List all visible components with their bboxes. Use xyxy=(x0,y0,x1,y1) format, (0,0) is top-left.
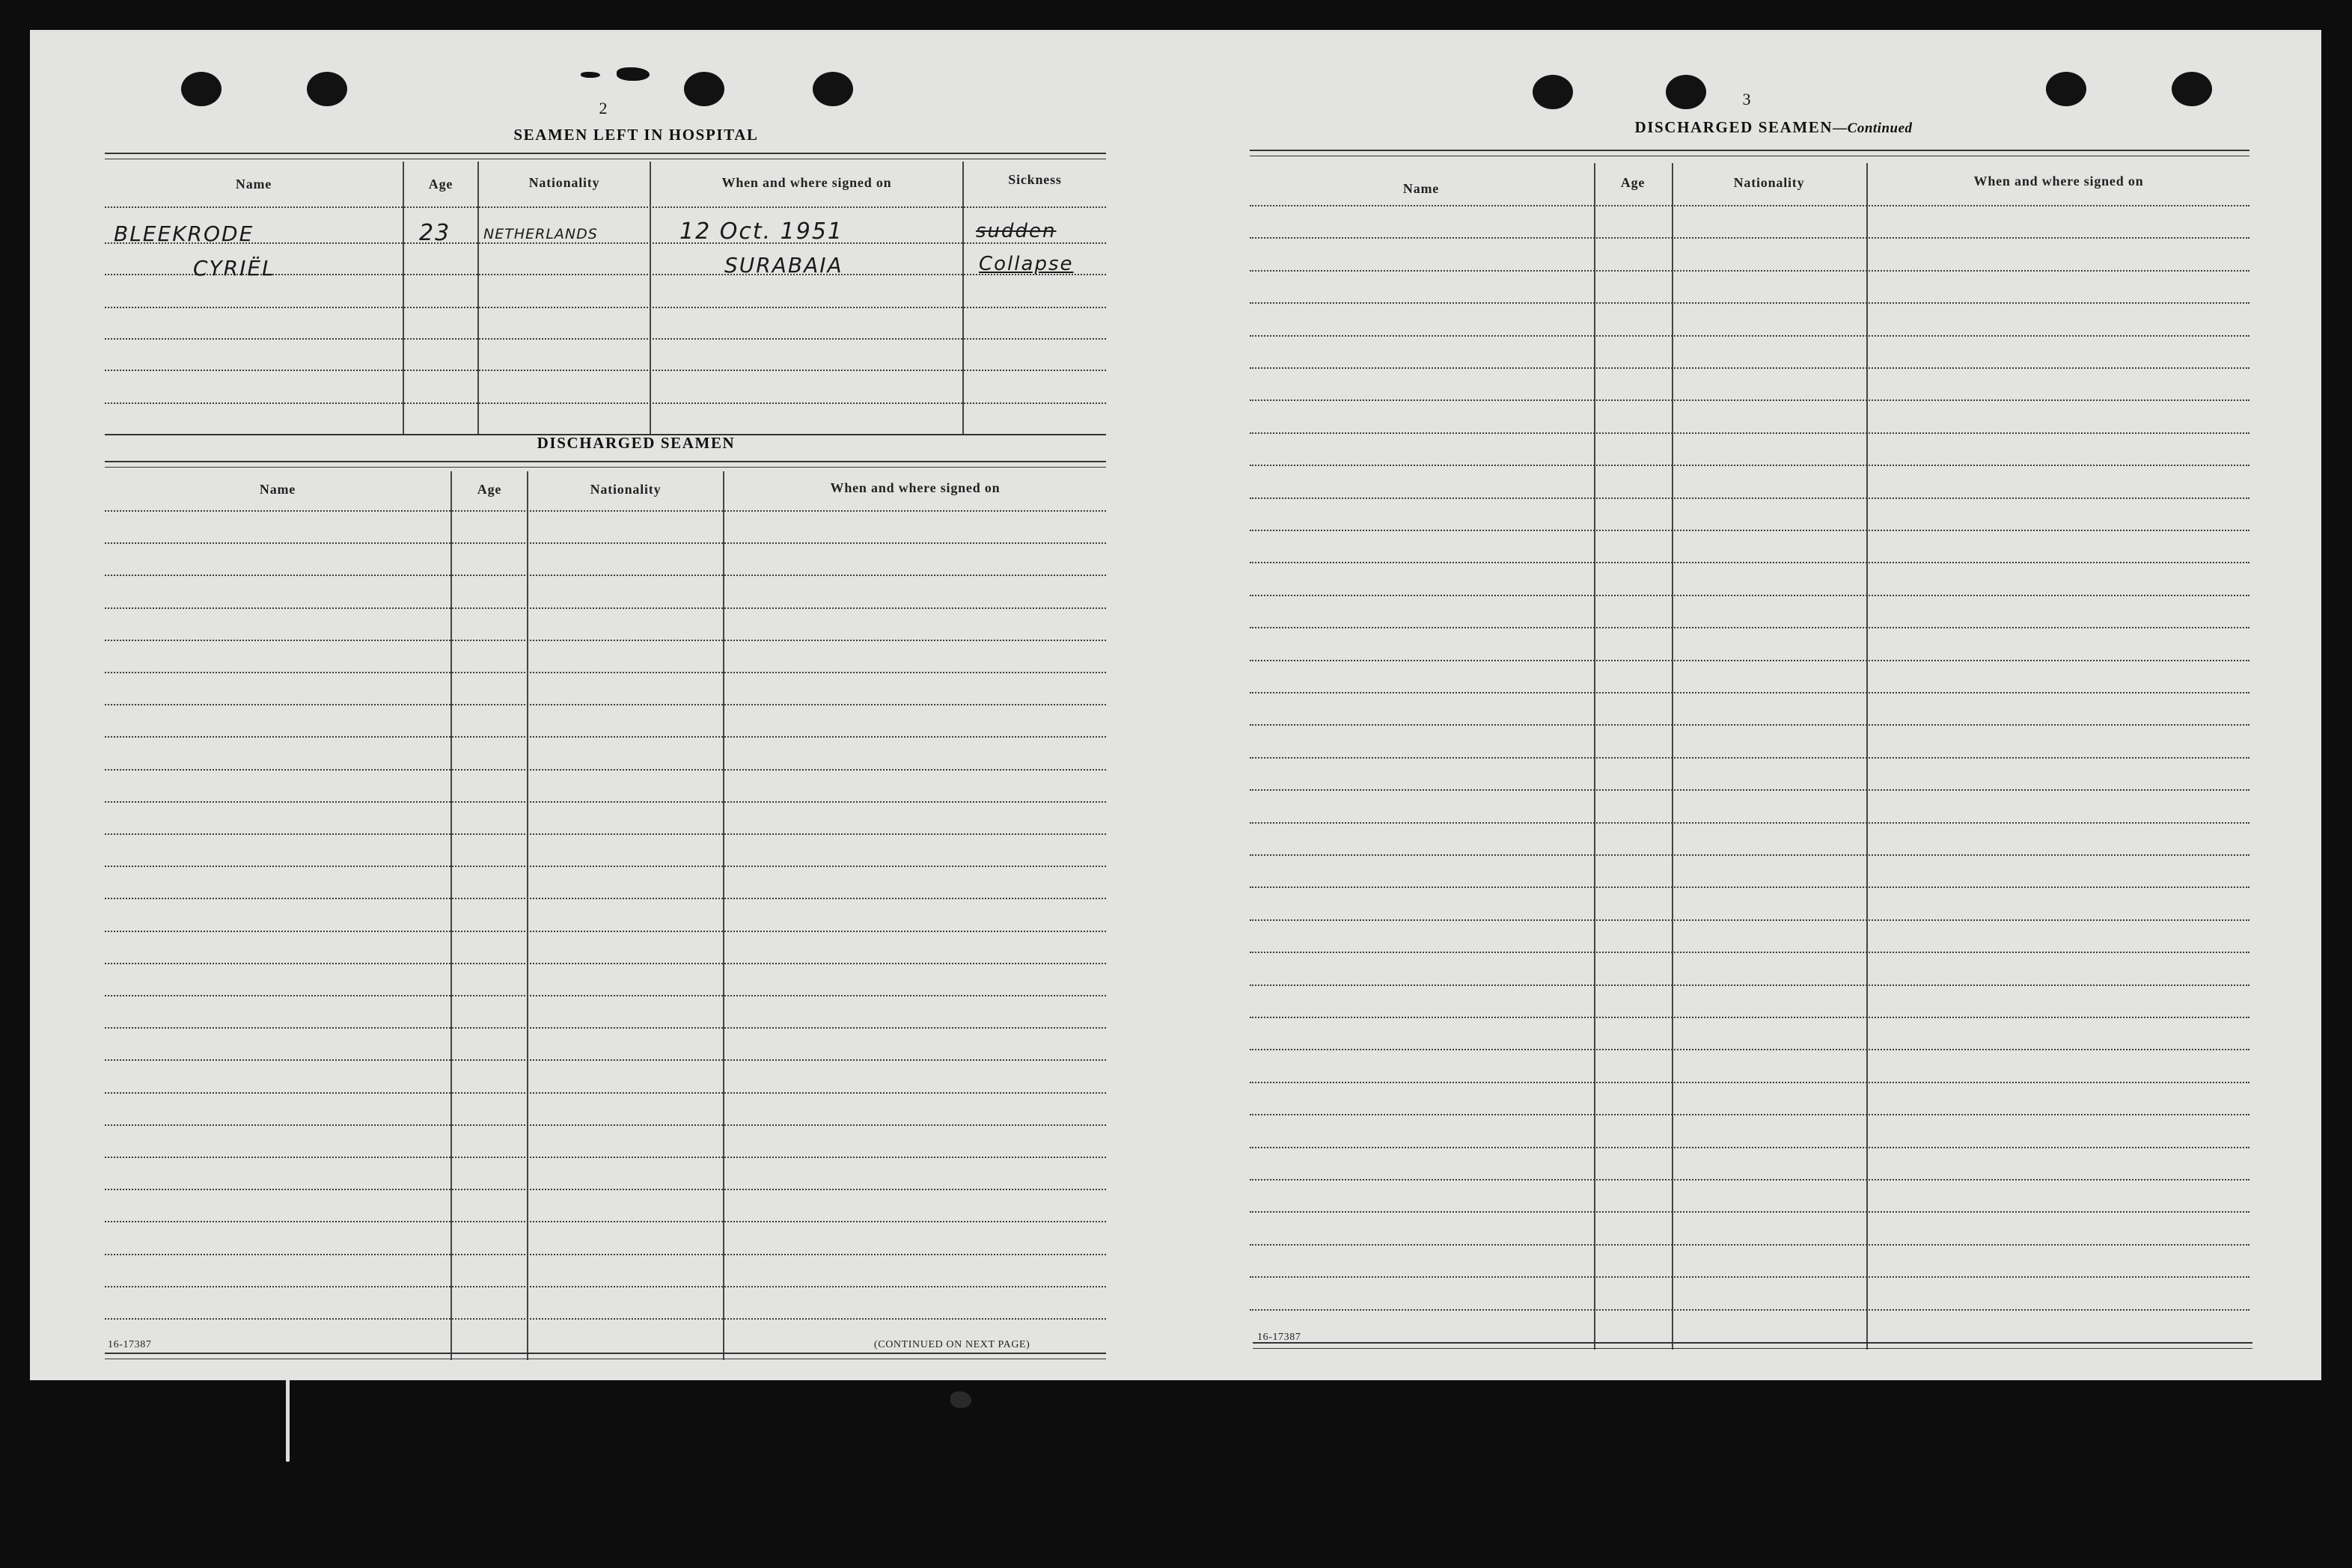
entry-signed-on-place: SURABAIA xyxy=(724,253,843,278)
table-row xyxy=(1250,822,2249,824)
table-row xyxy=(105,1027,1106,1029)
table-bottom-rule xyxy=(1253,1342,2252,1344)
table-row xyxy=(105,206,1106,208)
table-row xyxy=(105,307,1106,308)
table-row xyxy=(1250,660,2249,661)
discharged-header-nationality: Nationality xyxy=(590,482,662,497)
punch-hole xyxy=(813,72,853,106)
page-number-right: 3 xyxy=(1742,90,1751,108)
table-row xyxy=(105,1157,1106,1158)
table-row xyxy=(1250,1114,2249,1115)
column-divider xyxy=(527,471,528,1360)
table-row xyxy=(1250,530,2249,531)
table-row xyxy=(1250,1244,2249,1246)
table-row xyxy=(105,898,1106,899)
right-header-name: Name xyxy=(1402,181,1440,196)
table-row xyxy=(1250,984,2249,986)
hospital-header-nationality: Nationality xyxy=(528,175,600,190)
section-rule xyxy=(105,153,1106,154)
table-row xyxy=(105,704,1106,705)
table-row xyxy=(1250,1017,2249,1018)
table-row xyxy=(1250,497,2249,499)
table-row xyxy=(105,963,1106,964)
form-number-left: 16-17387 xyxy=(108,1339,152,1350)
table-row xyxy=(1250,270,2249,272)
page-number-left: 2 xyxy=(599,99,608,117)
continued-title-main: DISCHARGED SEAMEN xyxy=(1634,118,1833,136)
discharged-header-age: Age xyxy=(477,482,502,497)
hospital-section-title: SEAMEN LEFT IN HOSPITAL xyxy=(513,126,759,144)
discharged-header-name: Name xyxy=(259,482,296,497)
table-row xyxy=(105,1221,1106,1222)
table-row xyxy=(1250,919,2249,921)
table-row xyxy=(105,370,1106,371)
column-divider xyxy=(1594,163,1595,1350)
table-row xyxy=(1250,302,2249,304)
table-row xyxy=(1250,335,2249,337)
punch-hole xyxy=(307,72,347,106)
table-row xyxy=(105,833,1106,835)
discharged-header-signed-on: When and where signed on xyxy=(830,480,1001,495)
table-row xyxy=(1250,1049,2249,1050)
entry-sickness-line2: Collapse xyxy=(979,253,1074,275)
column-divider xyxy=(403,162,404,435)
table-row xyxy=(1250,1276,2249,1278)
table-row xyxy=(105,672,1106,673)
table-row xyxy=(1250,952,2249,953)
scan-mark xyxy=(286,1379,290,1462)
table-row xyxy=(1250,237,2249,239)
table-row xyxy=(105,402,1106,404)
entry-nationality: NETHERLANDS xyxy=(483,226,598,242)
column-divider xyxy=(650,162,651,435)
section-rule xyxy=(1250,150,2249,151)
ink-smudge xyxy=(581,72,600,78)
entry-age: 23 xyxy=(419,220,451,246)
entry-surname: BLEEKRODE xyxy=(114,221,254,246)
table-row xyxy=(1250,367,2249,369)
table-row xyxy=(1250,886,2249,888)
entry-signed-on-date: 12 Oct. 1951 xyxy=(679,218,843,245)
table-row xyxy=(105,242,1106,244)
column-divider xyxy=(1672,163,1673,1350)
column-divider xyxy=(450,471,452,1360)
table-row xyxy=(1250,1211,2249,1213)
scan-mark xyxy=(950,1391,971,1408)
table-row xyxy=(105,995,1106,996)
ledger-sheet xyxy=(30,30,2321,1380)
table-bottom-rule xyxy=(1253,1348,2252,1349)
table-row xyxy=(1250,627,2249,628)
hospital-header-sickness: Sickness xyxy=(1008,172,1062,187)
table-row xyxy=(1250,399,2249,401)
discharged-section-title: DISCHARGED SEAMEN xyxy=(537,434,736,452)
table-row xyxy=(1250,692,2249,693)
column-divider xyxy=(723,471,724,1360)
form-number-right: 16-17387 xyxy=(1257,1332,1301,1343)
punch-hole xyxy=(2046,72,2086,106)
table-row xyxy=(105,542,1106,544)
column-divider xyxy=(962,162,964,435)
table-row xyxy=(105,1318,1106,1320)
table-row xyxy=(1250,595,2249,596)
table-row xyxy=(1250,1082,2249,1083)
table-row xyxy=(105,769,1106,771)
section-rule xyxy=(105,461,1106,462)
table-row xyxy=(105,1059,1106,1061)
table-row xyxy=(1250,205,2249,206)
ink-smudge xyxy=(617,67,650,81)
table-row xyxy=(1250,724,2249,726)
table-row xyxy=(1250,1179,2249,1180)
entry-given-name: CYRIËL xyxy=(193,256,275,281)
table-row xyxy=(1250,465,2249,466)
punch-hole xyxy=(2172,72,2212,106)
table-row xyxy=(105,866,1106,867)
table-row xyxy=(105,1254,1106,1255)
table-row xyxy=(1250,757,2249,759)
hospital-header-signed-on: When and where signed on xyxy=(721,175,892,190)
continued-note: (CONTINUED ON NEXT PAGE) xyxy=(874,1339,1030,1350)
table-row xyxy=(1250,1147,2249,1148)
punch-hole xyxy=(1533,75,1573,109)
right-header-age: Age xyxy=(1620,175,1646,190)
continued-title-suffix: —Continued xyxy=(1833,120,1913,136)
table-row xyxy=(105,575,1106,576)
section-rule xyxy=(105,467,1106,468)
entry-sickness-line1: sudden xyxy=(976,220,1057,242)
table-bottom-rule xyxy=(105,1353,1106,1354)
punch-hole xyxy=(181,72,222,106)
table-row xyxy=(105,338,1106,340)
hospital-header-name: Name xyxy=(235,177,272,192)
table-row xyxy=(105,736,1106,738)
table-row xyxy=(105,1092,1106,1094)
punch-hole xyxy=(684,72,724,106)
table-row xyxy=(105,1286,1106,1287)
continued-section-title xyxy=(1497,118,2050,137)
table-row xyxy=(1250,432,2249,434)
table-row xyxy=(105,510,1106,512)
table-row xyxy=(105,640,1106,641)
table-row xyxy=(1250,1309,2249,1311)
table-row xyxy=(1250,789,2249,791)
right-header-signed-on: When and where signed on xyxy=(1973,174,2144,189)
column-divider xyxy=(477,162,479,435)
right-header-nationality: Nationality xyxy=(1733,175,1805,190)
table-row xyxy=(1250,562,2249,563)
table-row xyxy=(105,1189,1106,1190)
table-row xyxy=(105,931,1106,932)
column-divider xyxy=(1866,163,1868,1350)
table-row xyxy=(105,607,1106,609)
table-row xyxy=(105,1124,1106,1126)
table-row xyxy=(105,801,1106,803)
punch-hole xyxy=(1666,75,1706,109)
table-row xyxy=(1250,854,2249,856)
hospital-header-age: Age xyxy=(428,177,453,192)
